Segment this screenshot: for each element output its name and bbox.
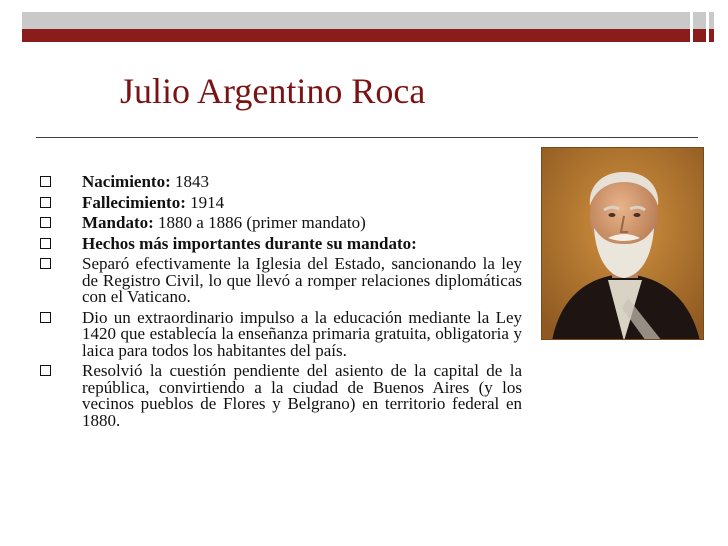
- bullet-fallecimiento: [40, 192, 522, 212]
- bullet-text: Resolvió la cuestión pendiente del asiento de la capital de la república, convirtiendo a la ciudad de Buenos Aires (y los vecinos pueblos de Flores y Belgrano) en territorio federal en 1880.: [82, 361, 522, 430]
- top-bar-gray: [22, 12, 714, 29]
- bullet-mandato: [40, 215, 522, 232]
- square-bullet-icon: [40, 176, 51, 187]
- slide-title: Julio Argentino Roca: [120, 71, 426, 111]
- top-decorative-bar: [22, 12, 714, 42]
- bullet-list: [40, 174, 522, 429]
- bullet-text: 1914: [185, 192, 225, 212]
- bullet-iglesia: [40, 256, 522, 306]
- bullet-text: Dio un extraordinario impulso a la educación mediante la Ley 1420 que establecía la enseñanza primaria gratuita, obligatoria y laica para todos los habitantes del país.: [82, 307, 522, 360]
- bullet-educacion: [40, 307, 522, 360]
- bullet-hechos: [40, 233, 522, 253]
- bullet-label: Hechos más importantes durante su mandato:: [82, 233, 417, 253]
- bullet-capital: [40, 363, 522, 429]
- top-bar-separator: [706, 12, 709, 42]
- portrait-illustration: [542, 148, 704, 340]
- bullet-nacimiento: [40, 174, 522, 191]
- square-bullet-icon: [40, 238, 51, 249]
- bullet-label: Fallecimiento:: [82, 192, 186, 212]
- square-bullet-icon: [40, 217, 51, 228]
- portrait-image: [541, 147, 704, 340]
- top-bar-red: [22, 29, 714, 42]
- top-bar-separator: [690, 12, 693, 42]
- square-bullet-icon: [40, 197, 51, 208]
- square-bullet-icon: [40, 312, 51, 323]
- bullet-label: Nacimiento:: [82, 172, 171, 191]
- title-divider: [36, 137, 698, 138]
- bullet-text: 1880 a 1886 (primer mandato): [153, 213, 366, 232]
- bullet-label: Mandato:: [82, 213, 154, 232]
- square-bullet-icon: [40, 258, 51, 269]
- bullet-text: Separó efectivamente la Iglesia del Estado, sancionando la ley de Registro Civil, lo que llevó a romper relaciones diplomáticas con el Vaticano.: [82, 254, 522, 306]
- bullet-text: 1843: [170, 172, 210, 191]
- square-bullet-icon: [40, 365, 51, 376]
